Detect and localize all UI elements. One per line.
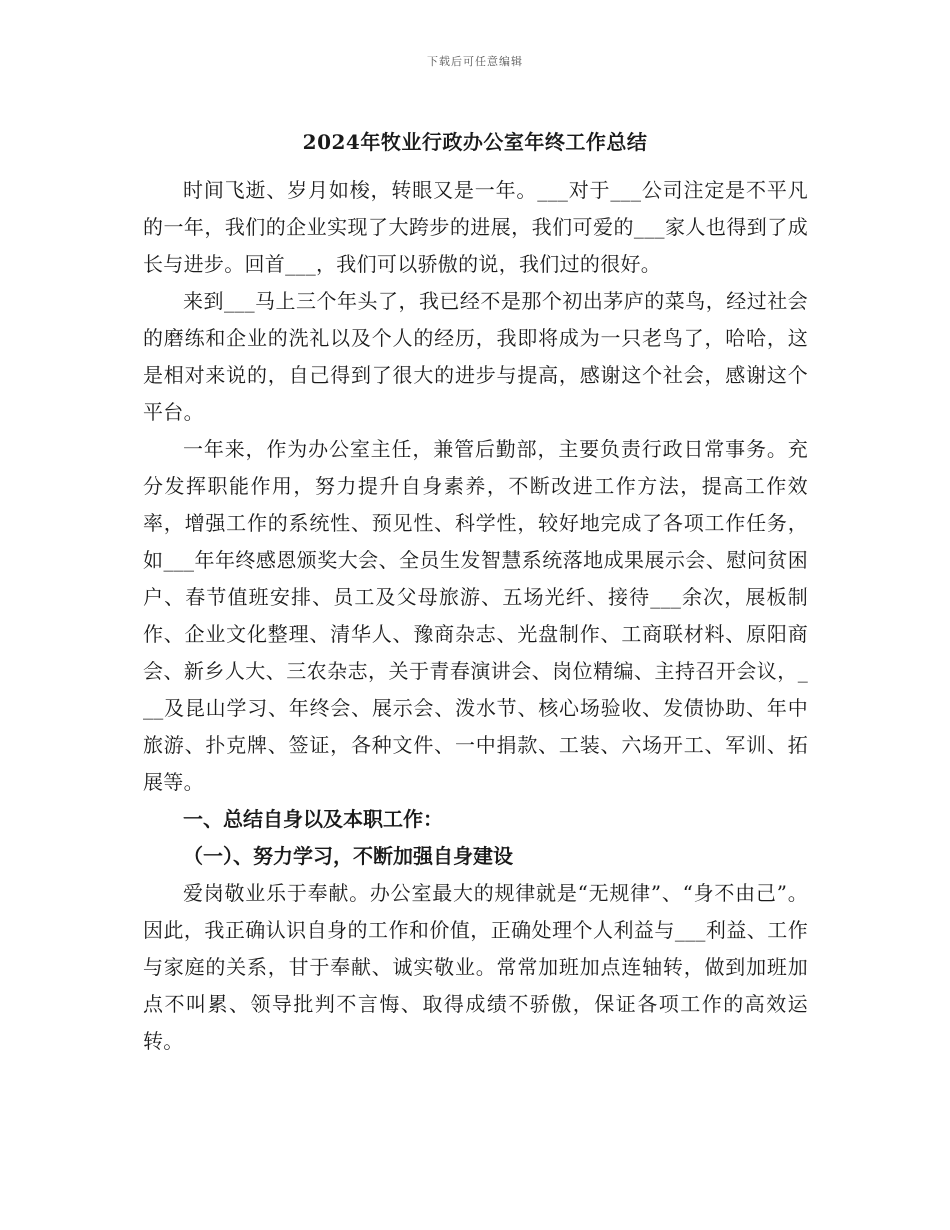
document-title: 2024年牧业行政办公室年终工作总结: [302, 130, 648, 154]
paragraph-experience: 来到___马上三个年头了，我已经不是那个初出茅庐的菜鸟，经过社会的磨练和企业的洗礼以及个人的经历，我即将成为一只老鸟了，哈哈，这是相对来说的，自己得到了很大的进步与提高，感谢这个社会，感谢这个平台。: [143, 289, 808, 424]
section-heading: 一、总结自身以及本职工作：: [183, 807, 443, 831]
paragraph-dedication: 爱岗敬业乐于奉献。办公室最大的规律就是“无规律”、“身不由己”。因此，我正确认识自身的工作和价值，正确处理个人利益与___利益、工作与家庭的关系，甘于奉献、诚实敬业。常常加班加点连轴转，做到加班加点不叫累、领导批判不言悔、取得成绩不骄傲，保证各项工作的高效运转。: [143, 881, 808, 1053]
document-body: [143, 172, 808, 1060]
subsection-heading: （一）、努力学习，不断加强自身建设: [183, 844, 513, 868]
paragraph-intro: 时间飞逝、岁月如梭，转眼又是一年。___对于___公司注定是不平凡的一年，我们的企业实现了大跨步的进展，我们可爱的___家人也得到了成长与进步。回首___，我们可以骄傲的说，我们过的很好。: [143, 178, 808, 276]
header-note: 下载后可任意编辑: [427, 55, 523, 68]
paragraph-duties: 一年来，作为办公室主任，兼管后勤部，主要负责行政日常事务。充分发挥职能作用，努力提升自身素养，不断改进工作方法，提高工作效率，增强工作的系统性、预见性、科学性，较好地完成了各项工作任务，如___年年终感恩颁奖大会、全员生发智慧系统落地成果展示会、慰问贫困户、春节值班安排、员工及父母旅游、五场光纤、接待___余次，展板制作、企业文化整理、清华人、豫商杂志、光盘制作、工商联材料、原阳商会、新乡人大、三农杂志，关于青春演讲会、岗位精编、主持召开会议，___及昆山学习、年终会、展示会、泼水节、核心场验收、发债协助、年中旅游、扑克牌、签证，各种文件、一中捐款、工装、六场开工、军训、拓展等。: [143, 437, 808, 794]
